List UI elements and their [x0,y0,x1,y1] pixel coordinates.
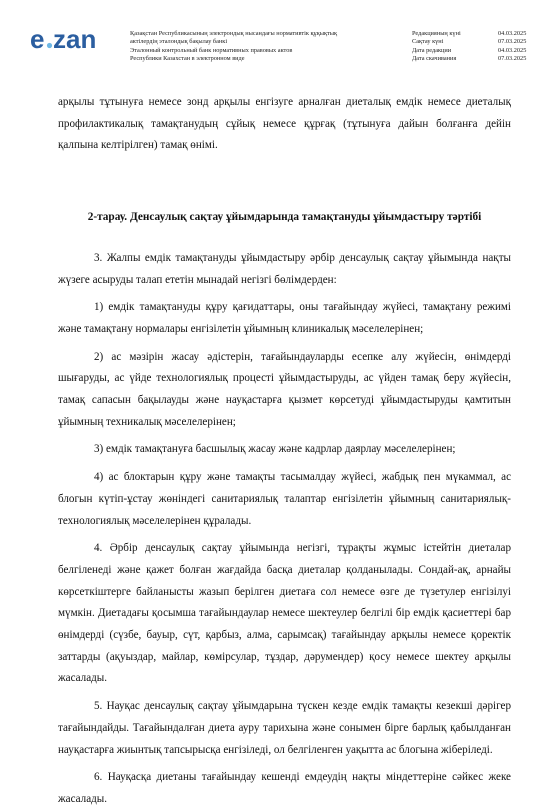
header-line: актілердің эталондық бақылау банкі [130,38,228,46]
paragraph-4: 4. Әрбір денсаулық сақтау ұйымында негізгі, тұрақты жұмыс істейтін диеталар белгіленеді және қажет болған жағдайда басқа диеталар қолданылады. Сондай-ақ, арнайы көрсеткіштерге байланысты жазып берілген диетаға сол немесе өзге де түзетулер енгізілуі мүмкін. Диетадағы қосымша тағайындаулар немесе шектеулер белгілі бір емдік қасиеттері бар өнімдерді (сүзбе, бауыр, сүт, қарбыз, алма, сарымсақ) тағайындау арқылы немесе қоректік заттарды (ақуыздар, майлар, көмірсулар, тұздар, дәрумендер) қосу немесе шектеу арқылы жасалады. [58,542,511,685]
meta-label: Дата редакции [412,46,452,54]
meta-value: 07.03.2025 [498,54,527,62]
chapter-heading: 2-тарау. Денсаулық сақтау ұйымдарында тамақтануды ұйымдастыру тәртібі [87,211,482,224]
meta-value: 04.03.2025 [498,30,527,37]
header-dates [412,30,542,63]
header-line: Республики Казахстан в электронном виде [130,54,245,62]
meta-label: Редакцияның күні [412,30,461,37]
meta-value: 07.03.2025 [498,38,527,46]
ezan-logo-icon [30,26,116,54]
paragraph-3: 3. Жалпы емдік тамақтануды ұйымдастыру әрбір денсаулық сақтау ұйымында нақты жүзеге асыруды талап ететін мынадай негізгі бөлімдерден: [58,251,511,286]
meta-label: Дата скачивания [412,54,457,62]
svg-text:e: e [30,26,45,54]
meta-row-edition-ru [412,47,542,55]
meta-row-edition-kz [412,30,542,38]
meta-value: 04.03.2025 [498,46,527,54]
paragraph-6: 6. Науқасқа диетаны тағайындау кешенді емдеудің нақты міндеттеріне сәйкес жеке жасалады. [58,771,511,805]
header-bank-title [130,30,400,63]
subitem-1: 1) емдік тамақтануды құру қағидаттары, оны тағайындау жүйесі, тамақтану режимі және тамақтану нормалары енгізілетін ұйымның клиникалық мәселелерінен; [58,301,511,335]
subitem-3: 3) емдік тамақтануға басшылық жасау және кадрлар даярлау мәселелерінен; [94,443,456,456]
meta-label: Сақтау күні [412,38,444,46]
paragraph-5: 5. Науқас денсаулық сақтау ұйымдарына түскен кезде емдік тамақты кезекші дәрігер тағайындайды. Тағайындалған диета ауру тарихына және сонымен бірге барлық қабылданған науқастарға жиынтық тапсырысқа енгізіледі, ол белгіленген уақытта ас блогына жіберіледі. [58,700,511,756]
subitem-2: 2) ас мәзірін жасау әдістерін, тағайындауларды есепке алу жүйесін, өнімдерді шығаруды, ас үйде технологиялық процесті ұйымдастыруды, ас үйден тамақ беру жүйесін, тамақ сапасын бақылауды және науқастарға қызмет көрсетуді ұйымдастыруды қамтитын ұйымның техникалық мәселелерінен; [58,350,511,428]
meta-row-saved-kz [412,38,542,46]
subitem-4: 4) ас блоктарын құру және тамақты тасымалдау жүйесі, жабдық пен мүкаммал, ас блогын күтіп-ұстау жөніндегі санитариялық талаптар енгізілетін ұйымның санитариялық-технологиялық мәселелерінен құралады. [58,471,511,527]
meta-row-download-ru [412,55,542,63]
document-body [58,92,511,811]
svg-text:zan: zan [53,26,97,54]
header-line: Эталонный контрольный банк нормативных правовых актов [130,46,293,54]
ezan-logo [30,26,116,54]
document-header [0,0,557,80]
intro-paragraph: арқылы тұтынуға немесе зонд арқылы енгізуге арналған диеталық емдік немесе диеталық профилактикалық тамақтанудың сұйық немесе құрғақ (тұтынуға дайын болғанға дейін қалпына келтірілген) тамақ өнімі. [58,96,511,152]
header-line: Қазақстан Республикасының электрондық нысандағы нормативтік құқықтық [130,30,338,37]
